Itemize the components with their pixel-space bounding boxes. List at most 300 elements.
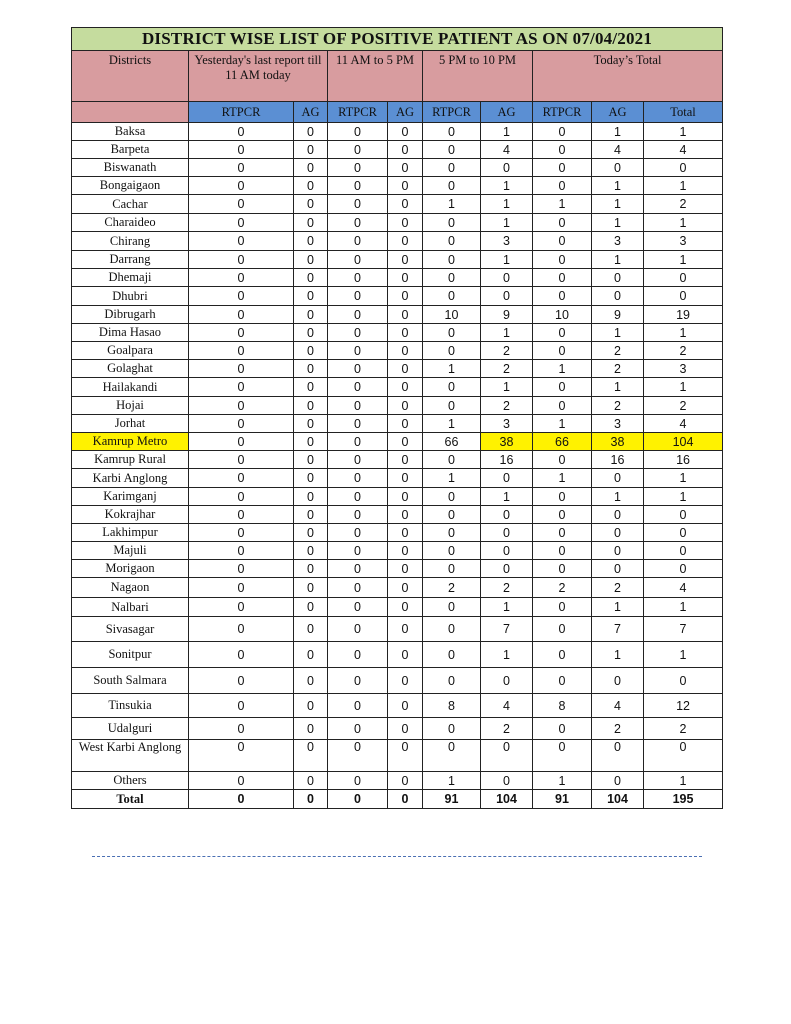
subheader-ag: AG (481, 102, 533, 123)
subheader-rtpcr: RTPCR (533, 102, 592, 123)
cell-value: 0 (294, 306, 328, 324)
cell-value: 1 (423, 360, 481, 378)
total-value: 0 (328, 790, 388, 809)
cell-value: 9 (592, 306, 644, 324)
cell-value: 0 (388, 542, 423, 560)
cell-value: 1 (592, 195, 644, 214)
district-name: Nalbari (72, 598, 189, 617)
cell-value: 2 (481, 342, 533, 360)
cell-value: 0 (423, 123, 481, 141)
table-row (72, 232, 723, 251)
cell-value: 0 (294, 668, 328, 694)
cell-value: 1 (644, 772, 723, 790)
cell-value: 1 (592, 251, 644, 269)
cell-value: 0 (189, 251, 294, 269)
cell-value: 1 (592, 378, 644, 397)
cell-value: 0 (423, 617, 481, 642)
total-value: 195 (644, 790, 723, 809)
cell-value: 0 (533, 123, 592, 141)
cell-value: 1 (592, 642, 644, 668)
table-row (72, 506, 723, 524)
cell-value: 2 (592, 342, 644, 360)
cell-value: 0 (294, 524, 328, 542)
cell-value: 0 (328, 287, 388, 306)
cell-value: 0 (328, 694, 388, 718)
cell-value: 2 (533, 578, 592, 598)
cell-value: 0 (388, 524, 423, 542)
cell-value: 0 (423, 177, 481, 195)
district-name: Charaideo (72, 214, 189, 232)
report-sheet (71, 27, 722, 809)
cell-value: 0 (388, 306, 423, 324)
cell-value: 1 (533, 469, 592, 488)
district-name: Morigaon (72, 560, 189, 578)
table-row (72, 269, 723, 287)
cell-value: 0 (294, 488, 328, 506)
cell-value: 0 (644, 740, 723, 772)
cell-value: 0 (328, 141, 388, 159)
cell-value: 0 (533, 269, 592, 287)
cell-value: 0 (592, 524, 644, 542)
table-row (72, 718, 723, 740)
cell-value: 0 (388, 740, 423, 772)
cell-value: 0 (189, 506, 294, 524)
cell-value: 0 (189, 740, 294, 772)
district-name: South Salmara (72, 668, 189, 694)
cell-value: 10 (533, 306, 592, 324)
district-name: Jorhat (72, 415, 189, 433)
cell-value: 0 (388, 287, 423, 306)
cell-value: 0 (388, 433, 423, 451)
cell-value: 0 (388, 269, 423, 287)
table-row (72, 378, 723, 397)
table-row (72, 342, 723, 360)
cell-value: 0 (328, 469, 388, 488)
total-value: 0 (294, 790, 328, 809)
cell-value: 0 (189, 360, 294, 378)
cell-value: 1 (533, 415, 592, 433)
cell-value: 0 (388, 177, 423, 195)
district-name: Udalguri (72, 718, 189, 740)
cell-value: 0 (592, 469, 644, 488)
cell-value: 0 (294, 718, 328, 740)
cell-value: 19 (644, 306, 723, 324)
cell-value: 0 (294, 397, 328, 415)
cell-value: 3 (481, 232, 533, 251)
cell-value: 0 (189, 342, 294, 360)
cell-value: 0 (481, 560, 533, 578)
cell-value: 0 (388, 598, 423, 617)
cell-value: 16 (644, 451, 723, 469)
cell-value: 0 (388, 324, 423, 342)
cell-value: 0 (294, 433, 328, 451)
subheader-rtpcr: RTPCR (423, 102, 481, 123)
cell-value: 4 (592, 694, 644, 718)
cell-value: 0 (423, 718, 481, 740)
cell-value: 0 (592, 287, 644, 306)
district-name: Baksa (72, 123, 189, 141)
cell-value: 0 (294, 159, 328, 177)
cell-value: 0 (592, 560, 644, 578)
cell-value: 0 (189, 772, 294, 790)
district-name: Hojai (72, 397, 189, 415)
district-name: Dhemaji (72, 269, 189, 287)
cell-value: 0 (294, 269, 328, 287)
cell-value: 0 (423, 287, 481, 306)
cell-value: 0 (294, 287, 328, 306)
table-row (72, 488, 723, 506)
cell-value: 0 (533, 740, 592, 772)
cell-value: 0 (423, 642, 481, 668)
table-row (72, 306, 723, 324)
report-title: DISTRICT WISE LIST OF POSITIVE PATIENT AS ON 07/04/2021 (72, 28, 723, 51)
cell-value: 2 (481, 360, 533, 378)
cell-value: 0 (328, 598, 388, 617)
cell-value: 7 (644, 617, 723, 642)
cell-value: 1 (592, 214, 644, 232)
cell-value: 0 (592, 668, 644, 694)
cell-value: 0 (294, 694, 328, 718)
cell-value: 4 (644, 141, 723, 159)
cell-value: 0 (533, 668, 592, 694)
total-value: 0 (189, 790, 294, 809)
cell-value: 1 (644, 642, 723, 668)
cell-value: 0 (189, 232, 294, 251)
table-row (72, 542, 723, 560)
district-name: Sivasagar (72, 617, 189, 642)
district-name: Darrang (72, 251, 189, 269)
cell-value: 0 (388, 488, 423, 506)
cell-value: 8 (423, 694, 481, 718)
district-name: Majuli (72, 542, 189, 560)
cell-value: 4 (644, 578, 723, 598)
cell-value: 0 (533, 642, 592, 668)
cell-value: 0 (328, 451, 388, 469)
cell-value: 0 (481, 469, 533, 488)
cell-value: 0 (189, 469, 294, 488)
cell-value: 1 (481, 123, 533, 141)
cell-value: 0 (533, 524, 592, 542)
cell-value: 1 (481, 177, 533, 195)
cell-value: 0 (533, 251, 592, 269)
cell-value: 0 (328, 560, 388, 578)
cell-value: 0 (328, 718, 388, 740)
total-row (72, 790, 723, 809)
cell-value: 1 (644, 177, 723, 195)
cell-value: 0 (388, 642, 423, 668)
cell-value: 0 (294, 378, 328, 397)
cell-value: 0 (388, 560, 423, 578)
cell-value: 0 (328, 617, 388, 642)
cell-value: 0 (294, 578, 328, 598)
cell-value: 66 (533, 433, 592, 451)
cell-value: 1 (644, 378, 723, 397)
cell-value: 2 (592, 397, 644, 415)
cell-value: 2 (481, 578, 533, 598)
cell-value: 104 (644, 433, 723, 451)
cell-value: 0 (388, 251, 423, 269)
cell-value: 0 (328, 232, 388, 251)
cell-value: 0 (328, 506, 388, 524)
cell-value: 0 (592, 269, 644, 287)
cell-value: 0 (481, 668, 533, 694)
district-name: Kokrajhar (72, 506, 189, 524)
cell-value: 12 (644, 694, 723, 718)
cell-value: 0 (388, 469, 423, 488)
subheader-rtpcr: RTPCR (189, 102, 294, 123)
cell-value: 0 (294, 415, 328, 433)
cell-value: 0 (388, 397, 423, 415)
cell-value: 1 (644, 488, 723, 506)
cell-value: 2 (592, 578, 644, 598)
cell-value: 1 (644, 123, 723, 141)
cell-value: 8 (533, 694, 592, 718)
cell-value: 1 (481, 324, 533, 342)
cell-value: 2 (644, 342, 723, 360)
cell-value: 0 (533, 542, 592, 560)
table-row (72, 560, 723, 578)
header-slot-5pm-10pm: 5 PM to 10 PM (423, 51, 533, 102)
cell-value: 0 (294, 740, 328, 772)
cell-value: 0 (423, 668, 481, 694)
cell-value: 0 (481, 740, 533, 772)
cell-value: 0 (328, 488, 388, 506)
table-row (72, 141, 723, 159)
subheader-ag: AG (592, 102, 644, 123)
cell-value: 16 (481, 451, 533, 469)
cell-value: 0 (644, 542, 723, 560)
cell-value: 66 (423, 433, 481, 451)
cell-value: 0 (423, 214, 481, 232)
cell-value: 0 (481, 159, 533, 177)
cell-value: 0 (644, 668, 723, 694)
table-row (72, 123, 723, 141)
total-value: 91 (533, 790, 592, 809)
cell-value: 0 (423, 159, 481, 177)
cell-value: 9 (481, 306, 533, 324)
cell-value: 0 (328, 433, 388, 451)
cell-value: 0 (328, 360, 388, 378)
cell-value: 0 (423, 506, 481, 524)
cell-value: 0 (533, 451, 592, 469)
cell-value: 0 (423, 524, 481, 542)
total-value: 0 (388, 790, 423, 809)
subheader-blank (72, 102, 189, 123)
cell-value: 0 (533, 324, 592, 342)
cell-value: 0 (328, 542, 388, 560)
district-name: Hailakandi (72, 378, 189, 397)
district-name: Goalpara (72, 342, 189, 360)
cell-value: 0 (189, 378, 294, 397)
cell-value: 0 (423, 488, 481, 506)
table-row (72, 578, 723, 598)
cell-value: 1 (481, 598, 533, 617)
cell-value: 0 (388, 578, 423, 598)
cell-value: 0 (328, 214, 388, 232)
table-row (72, 524, 723, 542)
cell-value: 0 (388, 718, 423, 740)
cell-value: 0 (644, 524, 723, 542)
cell-value: 0 (533, 560, 592, 578)
cell-value: 1 (423, 195, 481, 214)
table-row (72, 195, 723, 214)
district-name: Bongaigaon (72, 177, 189, 195)
cell-value: 0 (388, 342, 423, 360)
table-row (72, 451, 723, 469)
cell-value: 1 (533, 360, 592, 378)
cell-value: 0 (388, 694, 423, 718)
total-label: Total (72, 790, 189, 809)
cell-value: 1 (592, 324, 644, 342)
cell-value: 0 (294, 642, 328, 668)
cell-value: 3 (644, 360, 723, 378)
cell-value: 0 (294, 123, 328, 141)
cell-value: 0 (294, 542, 328, 560)
cell-value: 1 (533, 195, 592, 214)
table-body (72, 123, 723, 809)
table-row (72, 469, 723, 488)
cell-value: 0 (423, 232, 481, 251)
cell-value: 0 (328, 195, 388, 214)
cell-value: 0 (423, 397, 481, 415)
cell-value: 0 (328, 740, 388, 772)
cell-value: 2 (423, 578, 481, 598)
cell-value: 0 (533, 342, 592, 360)
cell-value: 0 (328, 177, 388, 195)
cell-value: 0 (533, 617, 592, 642)
cell-value: 1 (533, 772, 592, 790)
cell-value: 0 (328, 324, 388, 342)
cell-value: 0 (328, 269, 388, 287)
cell-value: 0 (328, 668, 388, 694)
cell-value: 0 (189, 177, 294, 195)
district-name: Dhubri (72, 287, 189, 306)
cell-value: 0 (189, 287, 294, 306)
cell-value: 7 (481, 617, 533, 642)
cell-value: 0 (423, 542, 481, 560)
district-name: Tinsukia (72, 694, 189, 718)
cell-value: 0 (328, 415, 388, 433)
cell-value: 1 (481, 488, 533, 506)
cell-value: 0 (388, 617, 423, 642)
cell-value: 0 (328, 123, 388, 141)
cell-value: 1 (592, 598, 644, 617)
cell-value: 2 (644, 195, 723, 214)
cell-value: 0 (388, 141, 423, 159)
cell-value: 0 (189, 488, 294, 506)
table-row (72, 740, 723, 772)
total-value: 104 (592, 790, 644, 809)
cell-value: 0 (388, 415, 423, 433)
cell-value: 0 (423, 560, 481, 578)
table-row (72, 668, 723, 694)
cell-value: 1 (644, 598, 723, 617)
cell-value: 0 (294, 251, 328, 269)
cell-value: 4 (592, 141, 644, 159)
cell-value: 0 (423, 269, 481, 287)
cell-value: 3 (481, 415, 533, 433)
cell-value: 0 (294, 177, 328, 195)
cell-value: 0 (328, 159, 388, 177)
district-name: Biswanath (72, 159, 189, 177)
cell-value: 0 (189, 718, 294, 740)
cell-value: 0 (533, 214, 592, 232)
district-name: Karbi Anglong (72, 469, 189, 488)
cell-value: 0 (533, 177, 592, 195)
cell-value: 0 (592, 506, 644, 524)
cell-value: 0 (388, 772, 423, 790)
table-row (72, 598, 723, 617)
table-row (72, 214, 723, 232)
district-name: Dibrugarh (72, 306, 189, 324)
cell-value: 1 (644, 214, 723, 232)
cell-value: 0 (423, 342, 481, 360)
district-name: Chirang (72, 232, 189, 251)
cell-value: 0 (481, 269, 533, 287)
cell-value: 0 (423, 251, 481, 269)
table-row (72, 397, 723, 415)
cell-value: 0 (328, 578, 388, 598)
table-row (72, 433, 723, 451)
cell-value: 4 (644, 415, 723, 433)
table-row (72, 251, 723, 269)
cell-value: 0 (533, 718, 592, 740)
cell-value: 0 (644, 269, 723, 287)
cell-value: 0 (644, 287, 723, 306)
cell-value: 1 (481, 378, 533, 397)
cell-value: 0 (189, 324, 294, 342)
cell-value: 0 (294, 560, 328, 578)
cell-value: 0 (294, 360, 328, 378)
cell-value: 1 (423, 415, 481, 433)
cell-value: 3 (592, 415, 644, 433)
cell-value: 38 (592, 433, 644, 451)
cell-value: 2 (481, 718, 533, 740)
cell-value: 0 (388, 232, 423, 251)
cell-value: 0 (189, 524, 294, 542)
cell-value: 0 (533, 159, 592, 177)
district-name: Golaghat (72, 360, 189, 378)
cell-value: 1 (644, 469, 723, 488)
cell-value: 0 (294, 324, 328, 342)
cell-value: 0 (388, 195, 423, 214)
cell-value: 0 (533, 397, 592, 415)
cell-value: 0 (294, 469, 328, 488)
cell-value: 0 (388, 506, 423, 524)
cell-value: 7 (592, 617, 644, 642)
district-name: Barpeta (72, 141, 189, 159)
cell-value: 1 (423, 772, 481, 790)
cell-value: 4 (481, 694, 533, 718)
cell-value: 0 (189, 560, 294, 578)
dashed-separator (92, 856, 702, 857)
cell-value: 0 (481, 524, 533, 542)
table-row (72, 772, 723, 790)
cell-value: 0 (481, 542, 533, 560)
cell-value: 0 (294, 342, 328, 360)
cell-value: 0 (328, 524, 388, 542)
table-row (72, 415, 723, 433)
table-row (72, 617, 723, 642)
cell-value: 1 (592, 488, 644, 506)
cell-value: 0 (189, 141, 294, 159)
cell-value: 0 (294, 598, 328, 617)
cell-value: 3 (644, 232, 723, 251)
district-name: Sonitpur (72, 642, 189, 668)
cell-value: 0 (481, 287, 533, 306)
cell-value: 0 (189, 598, 294, 617)
cell-value: 0 (388, 378, 423, 397)
